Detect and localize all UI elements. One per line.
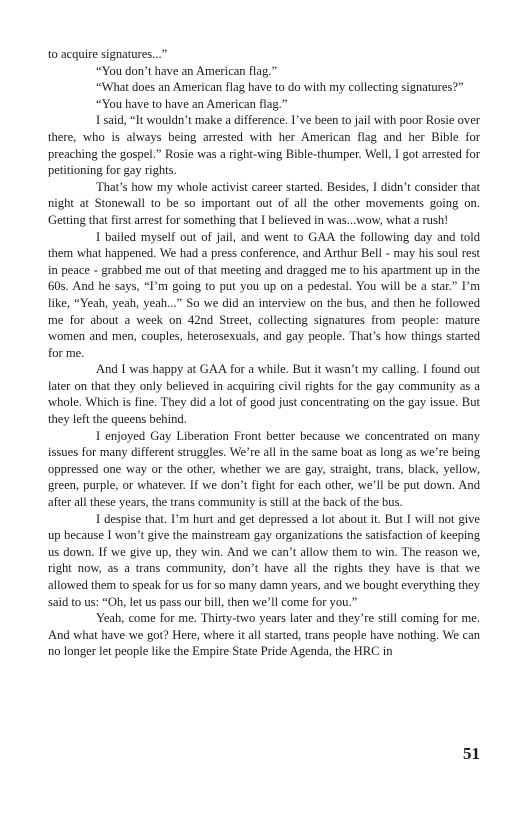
paragraph: I said, “It wouldn’t make a difference. I’ve been to jail with poor Rosie over there, who is always being arrested with her American flag and her Bible for preaching the gospel.” Rosie was a right-wing Bible-thumper. Well, I got arrested for petitioning for gay rights. [48,113,480,178]
page-number: 51 [463,744,480,763]
paragraph: “You don’t have an American flag.” [96,63,278,78]
paragraph-continued: to acquire signatures...” [48,47,168,61]
paragraph: I enjoyed Gay Liberation Front better because we concentrated on many issues for many different struggles. We’re all in the same boat as long as we’re being oppressed one way or the other, whether we are gay, straight, trans, black, yellow, green, purple, or whatever. If we don’t fight for each other, we’ll be put down. And after all these years, the trans community is still at the back of the bus. [48,428,480,510]
paragraph: That’s how my whole activist career started. Besides, I didn’t consider that night at Stonewall to be so important out of all the other movements going on. Getting that first arrest for something that I believed in was...wow, what a rush! [48,179,480,227]
paragraph: “What does an American flag have to do with my collecting signatures?” [96,80,464,95]
paragraph: And I was happy at GAA for a while. But it wasn’t my calling. I found out later on that they only believed in acquiring civil rights for the gay community as a whole. Which is fine. They did a lot of good just concentrating on the gay issue. But they left the queens behind. [48,362,480,427]
paragraph: Yeah, come for me. Thirty-two years later and they’re still coming for me. And what have we got? Here, where it all started, trans people have nothing. We can no longer let people like the Empire State Pride Agenda, the HRC in [48,611,480,659]
paragraph: I despise that. I’m hurt and get depressed a lot about it. But I will not give up because I won’t give the mainstream gay organizations the satisfaction of keeping us down. If we give up, they win. And we can’t allow them to win. The reason we, right now, as a trans community, don’t have all the rights they have is that we allowed them to speak for us for so many damn years, and we bought everything they said to us: “Oh, let us pass our bill, then we’ll come for you.” [48,511,480,609]
paragraph: I bailed myself out of jail, and went to GAA the following day and told them what happened. We had a press conference, and Arthur Bell - may his soul rest in peace - grabbed me out of that meeting and dragged me to his apartment up in the 60s. And he says, “I’m going to put you up on a pedestal. You will be a star.” I’m like, “Yeah, yeah, yeah...” So we did an interview on the bus, and then he followed me for about a week on 42nd Street, collecting signatures from people: mature women and men, couples, heterosexuals, and gay people. That’s how things started for me. [48,229,480,360]
paragraph: “You have to have an American flag.” [96,96,288,111]
body-text [48,46,480,660]
